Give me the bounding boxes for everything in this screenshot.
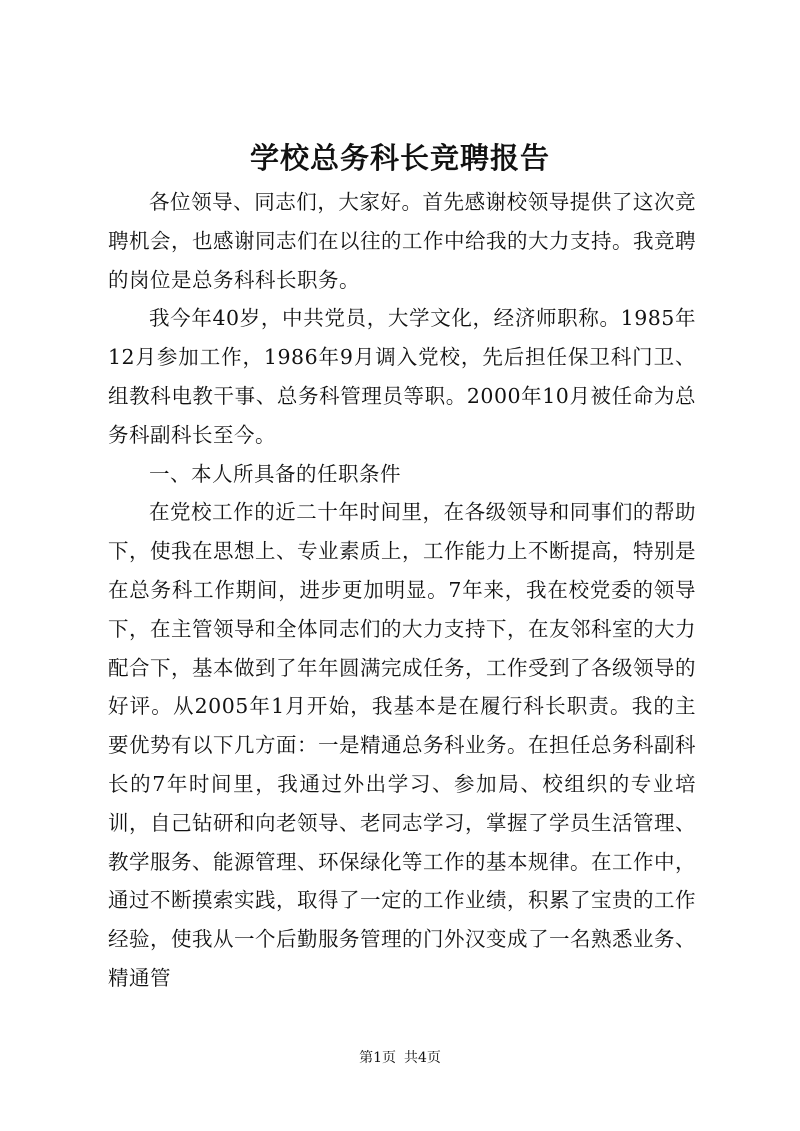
page-number: 第1页 [359, 1050, 396, 1066]
page-footer [0, 1048, 800, 1068]
document-title: 学校总务科长竞聘报告 [249, 141, 550, 175]
paragraph-qualifications: 在党校工作的近二十年时间里，在各级领导和同事们的帮助下，使我在思想上、专业素质上，工作能力上不断提高，特别是在总务科工作期间，进步更加明显。7年来，我在校党委的领导下，在主管领导和全体同志们的大力支持下，在友邻科室的大力配合下，基本做到了年年圆满完成任务，工作受到了各级领导的好评。从2005年1月开始，我基本是在履行科长职责。我的主要优势有以下几方面：一是精通总务科业务。在担任总务科副科长的7年时间里，我通过外出学习、参加局、校组织的专业培训，自己钻研和向老领导、老同志学习，掌握了学员生活管理、教学服务、能源管理、环保绿化等工作的基本规律。在工作中，通过不断摸索实践，取得了一定的工作业绩，积累了宝贵的工作经验，使我从一个后勤服务管理的门外汉变成了一名熟悉业务、精通管 [108, 500, 696, 990]
document-body [108, 183, 696, 998]
paragraph-self-introduction: 我今年40岁，中共党员，大学文化，经济师职称。1985年12月参加工作，1986年9月调入党校，先后担任保卫科门卫、组教科电教干事、总务科管理员等职。2000年10月被任命为总务科副科长至今。 [108, 306, 696, 447]
section-heading-qualifications: 一、本人所具备的任职条件 [149, 461, 401, 486]
paragraph-greeting: 各位领导、同志们，大家好。首先感谢校领导提供了这次竞聘机会，也感谢同志们在以往的工作中给我的大力支持。我竞聘的岗位是总务科科长职务。 [108, 190, 696, 292]
page-total: 共4页 [404, 1050, 441, 1066]
